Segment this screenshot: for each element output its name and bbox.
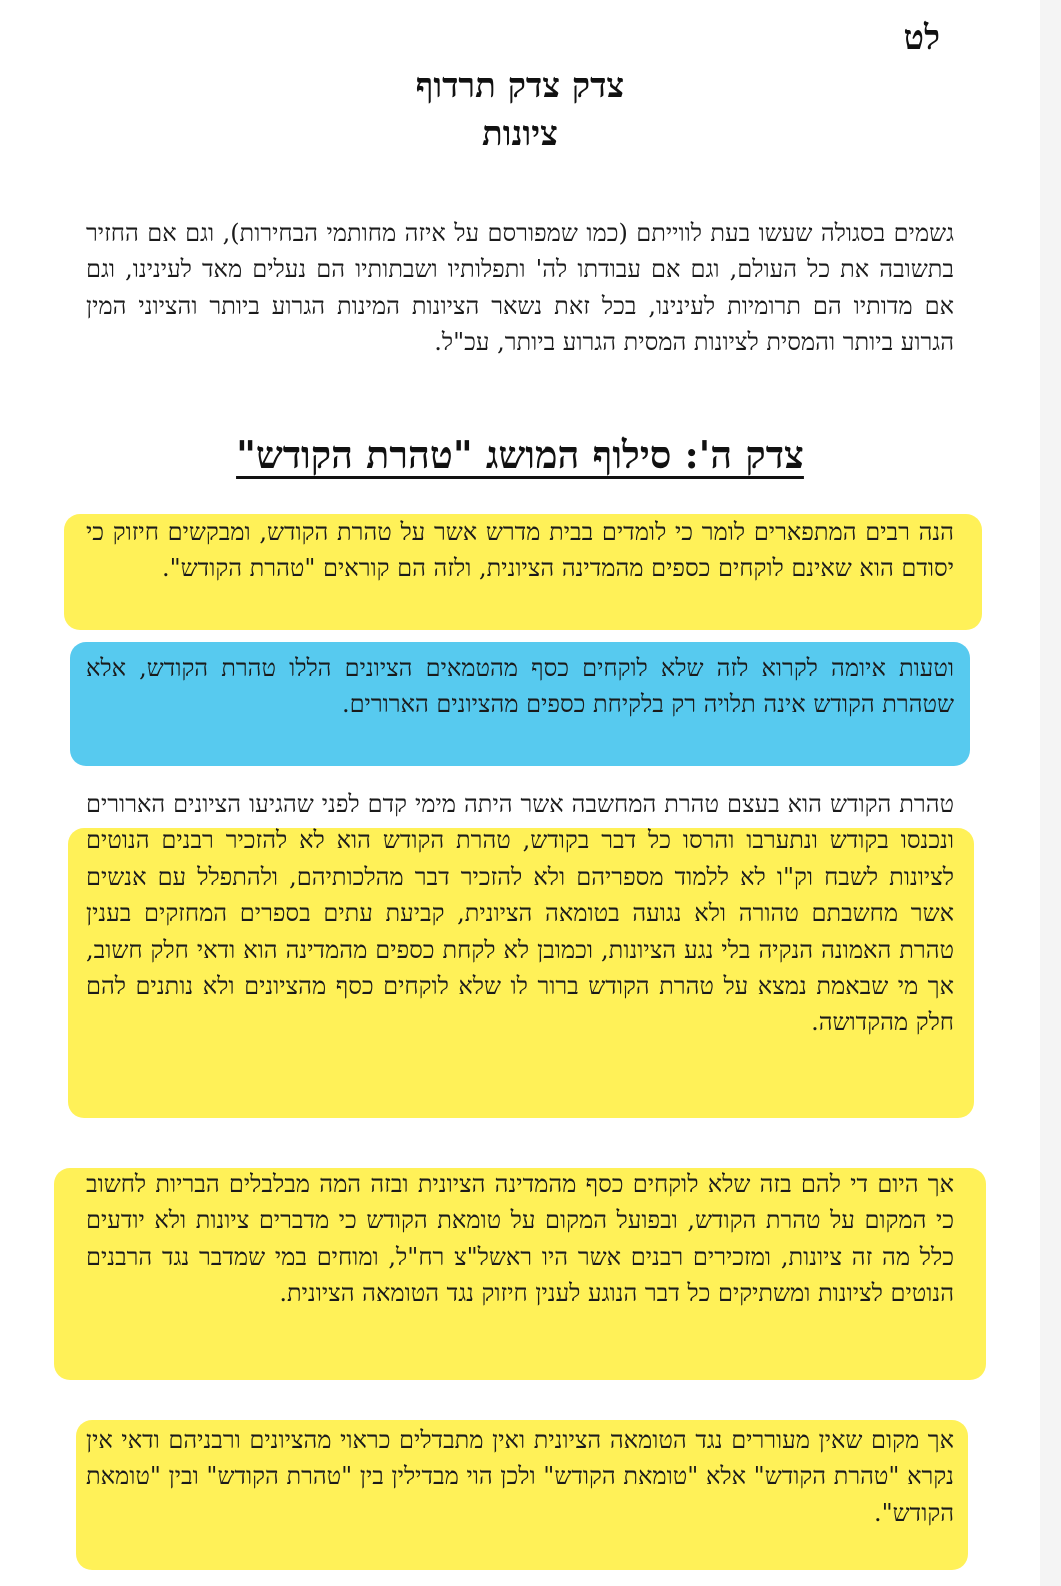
paragraph-continuation: גשמים בסגולה שעשו בעת לווייתם (כמו שמפורסם על איזה מחותמי הבחירות), וגם אם החזיר בתשובה את כל העולם, וגם אם עבודתו לה' ותפלותיו ושבתותיו הם נעלים מאד לעינינו, וגם אם מדותיו הם תרומיות לעינינו, בכל זאת נשאר הציונות המינות הגרוע ביותר והציוני המין הגרוע ביותר והמסית לציונות המסית הגרוע ביותר, עכ"ל. <box>86 219 954 357</box>
section-heading-text: צדק ה': סילוף המושג "טהרת הקודש" <box>236 432 804 477</box>
paragraph-4: טהרת הקודש הוא בעצם טהרת המחשבה אשר היתה מימי קדם לפני שהגיעו הציונים הארורים ונכנסו בקודש ונתערבו והרסו כל דבר בקודש, טהרת הקודש הוא לא להזכיר רבנים הנוטים לציונות לשבח וק"ו לא ללמוד מספריהם ולא להזכיר דבר מהלכותיהם, ולהתפלל עם אנשים אשר מחשבתם טהורה ולא נגועה בטומאה הציונית, קביעת עתים בספרים המחזקים בענין טהרת האמונה הנקיה בלי נגע הציונות, וכמובן לא לקחת כספים מהמדינה הוא ודאי חלק חשוב, אך מי שבאמת נמצא על טהרת הקודש ברור לו שלא לוקחים כסף מהציונים ולא נותנים להם חלק מהקדושה. <box>86 790 954 1037</box>
page-subtitle: ציונות <box>482 114 558 154</box>
page-number: לט <box>903 18 940 58</box>
page-title: צדק צדק תרדוף <box>415 66 625 106</box>
section-heading <box>0 432 1040 478</box>
paragraph-2: הנה רבים המתפארים לומר כי לומדים בבית מדרש אשר על טהרת הקודש, ומבקשים חיזוק כי יסודם הוא שאינם לוקחים כספים מהמדינה הציונית, ולזה הם קוראים "טהרת הקודש". <box>86 518 954 583</box>
page-title-block <box>0 62 1040 158</box>
paragraph-5: אך היום די להם בזה שלא לוקחים כסף מהמדינה הציונית ובזה המה מבלבלים הבריות לחשוב כי המקום על טהרת הקודש, ובפועל המקום על טומאת הקודש כי מדברים ציונות ולא יודעים כלל מה זה ציונות, ומזכירים רבנים אשר היו ראשל"צ רח"ל, ומוחים במי שמדבר נגד הרבנים הנוטים לציונות ומשתיקים כל דבר הנוגע לענין חיזוק נגד הטומאה הציונית. <box>86 1170 954 1308</box>
paragraph-6: אך מקום שאין מעוררים נגד הטומאה הציונית ואין מתבדלים כראוי מהציונים ורבניהם ודאי אין נקרא "טהרת הקודש" אלא "טומאת הקודש" ולכן הוי מבדילין בין "טהרת הקודש" ובין "טומאת הקודש". <box>86 1426 954 1527</box>
paragraph-3: וטעות איומה לקרוא לזה שלא לוקחים כסף מהטמאים הציונים הללו טהרת הקודש, אלא שטהרת הקודש אינה תלויה רק בלקיחת כספים מהציונים הארורים. <box>86 654 954 719</box>
